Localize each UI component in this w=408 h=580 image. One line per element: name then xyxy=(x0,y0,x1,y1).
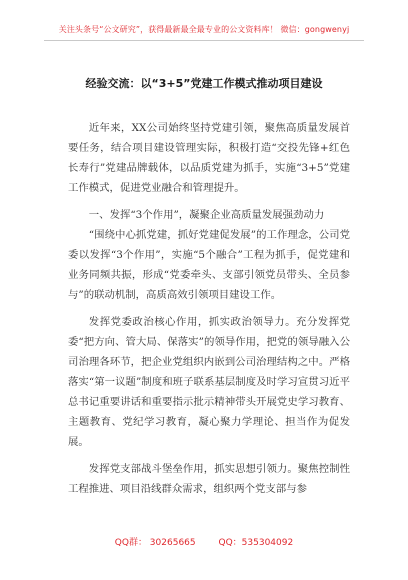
paragraph-concept: “围绕中心抓党建，抓好党建促发展”的工作理念，公司党委以发挥“3个作用”，实施“5个融合”工程为抓手，促党建和业务同频共振，形成“党委牵头、支部引领党员带头、全员参与”的联动机制，高质高效引领项目建设工作。 xyxy=(68,229,350,301)
footer-contact xyxy=(0,535,408,548)
paragraph-party-branch: 发挥党支部战斗堡垒作用，抓实思想引领力。聚焦控制性工程推进、项目沿线群众需求，组织两个党支部与参 xyxy=(68,463,350,495)
document-title: 经验交流：以“3+5”党建工作模式推动项目建设 xyxy=(85,77,323,90)
section-heading: 一、发挥“3个作用”，凝聚企业高质量发展强劲动力 xyxy=(88,209,325,221)
footer-qq-group: QQ群： 30265665 xyxy=(114,538,196,548)
paragraph-intro: 近年来，XX公司始终坚持党建引领，聚焦高质量发展首要任务，结合项目建设管理实际，积极打造“交投先锋+红色长寿行”党建品牌载体，以品质党建为抓手，实施“3+5”党建工作模式，促进党业融合和管理提升。 xyxy=(68,122,350,194)
paragraph-party-committee: 发挥党委政治核心作用，抓实政治领导力。充分发挥党委“把方向、管大局、保落实”的领导作用，把党的领导融入公司治理各环节，把企业党组织内嵌到公司治理结构之中。严格落实“第一议题”制度和班子联系基层制度及时学习宣贯习近平总书记重要讲话和重要指示批示精神带头开展党史学习教育、主题教育、党纪学习教育，凝心聚力学理论、担当作为促发展。 xyxy=(68,316,350,448)
header-divider xyxy=(44,40,364,41)
document-body xyxy=(68,118,350,506)
footer-qq: QQ：535304092 xyxy=(218,538,294,548)
header-banner: 关注头条号“公文研究”，获得最新最全最专业的公文资料库！ 微信：gongwenyj xyxy=(58,25,350,34)
